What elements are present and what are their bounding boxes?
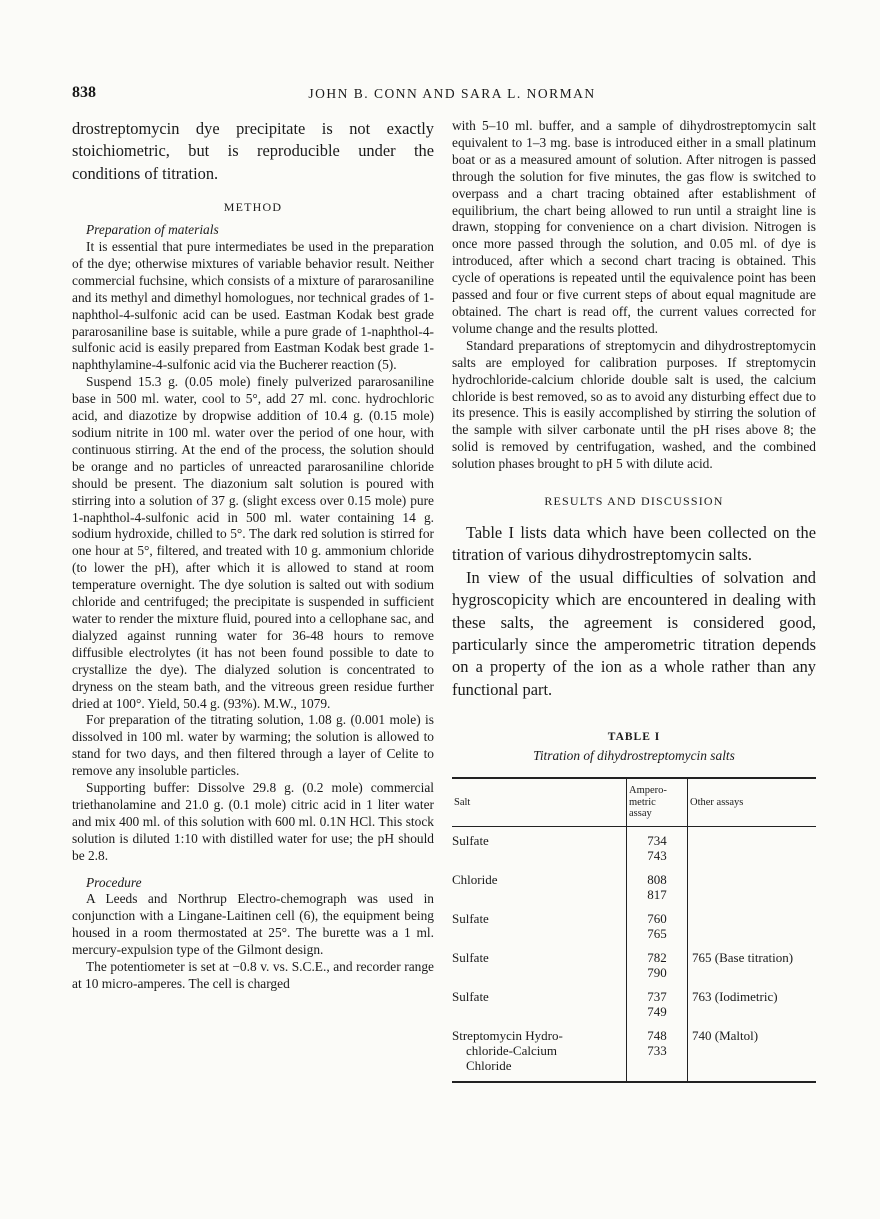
value: 790 <box>647 964 667 980</box>
cell-salt: Sulfate <box>452 910 489 926</box>
table-row <box>452 980 816 1019</box>
cell-amperometric <box>627 980 688 1019</box>
left-column <box>72 118 434 993</box>
paragraph: Standard preparations of streptomycin and dihydrostreptomycin salts are employed for calibration purposes. If streptomycin hydrochloride-calcium chloride double salt is used, the calcium chloride is best removed, so as to avoid any disturbing effect due to its presence. This is easily accomplished by stirring the solution of the sample with silver carbonate until the pH rises above 8; the solid is removed by centrifugation, washed, and the combined solution phases brought to pH 5 with dilute acid. <box>452 337 816 472</box>
cell-other <box>688 902 817 941</box>
right-column <box>452 118 816 1083</box>
value: 743 <box>647 847 667 863</box>
running-head: JOHN B. CONN AND SARA L. NORMAN <box>308 86 596 101</box>
header-amp-line: assay <box>629 808 652 819</box>
cell-amperometric <box>627 826 688 863</box>
cell-amperometric <box>627 1019 688 1082</box>
page-number: 838 <box>72 84 96 101</box>
paragraph: A Leeds and Northrup Electro-chemograph was used in conjunction with a Lingane-Laitinen cell (6), the equipment being housed in a room thermostated at 25°. The burette was a 1 ml. mercury-expulsion type of the Gilmont design. <box>72 891 434 958</box>
salt-line: chloride-Calcium <box>466 1042 557 1058</box>
value: 749 <box>647 1003 667 1019</box>
paragraph: In view of the usual difficulties of solvation and hygroscopicity which are encountered in dealing with these salts, the agreement is considered good, particularly since the amperometric titration depends on a property of the ion as a whole rather than any functional part. <box>452 567 816 699</box>
value: 817 <box>647 886 667 902</box>
header-amp-line: metric <box>629 796 656 808</box>
cell-salt <box>452 1019 627 1082</box>
value: 760 <box>647 910 667 926</box>
paragraph: Supporting buffer: Dissolve 29.8 g. (0.2 mole) commercial triethanolamine and 21.0 g. (0.1 mole) citric acid in 1 liter water and mix 400 ml. of this solution with 600 ml. 0.1N HCl. This stock solution is diluted 1:10 with distilled water for use; the pH should be 2.8. <box>72 780 434 863</box>
cell-amperometric <box>627 902 688 941</box>
paragraph: Suspend 15.3 g. (0.05 mole) finely pulverized pararosaniline base in 500 ml. water, cool to 5°, add 27 ml. conc. hydrochloric acid, and diazotize by dropwise addition of 10.4 g. (0.15 mole) sodium nitrite in 100 ml. water over the period of one hour, with continuous stirring. At the end of the process, the solution should be orange and no particles of unreacted pararosaniline chloride should be present. The diazonium salt solution is poured with stirring into a solution of 37 g. (slight excess over 0.15 mole) pure 1-naphthol-4-sulfonic acid in 500 ml. water containing 14 g. sodium hydroxide, chilled to 5°. The dark red solution is stirred for one hour at 5°, filtered, and treated with 10 g. ammonium chloride (to lower the pH), after which it is allowed to stand at room temperature overnight. The dye solution is salted out with sodium chloride and centrifuged; the precipitate is suspended in sufficient water to render the mixture fluid, poured into a cellophane sac, and dialyzed against running water for 36-48 hours to remove diffusible electrolytes (it has not been found possible to date to crystallize the dye). The dialyzed solution is concentrated to dryness on the steam bath, and the vitreous green residue further dried at 100°. Yield, 50.4 g. (93%). M.W., 1079. <box>72 374 434 711</box>
subhead-procedure: Procedure <box>86 874 142 890</box>
cell-salt: Chloride <box>452 871 498 887</box>
value: 782 <box>647 949 667 965</box>
cell-other: 765 (Base titration) <box>692 949 794 965</box>
titration-table <box>452 777 816 1083</box>
subhead-preparation: Preparation of materials <box>86 222 219 238</box>
table-caption: TABLE I <box>607 731 661 744</box>
value: 765 <box>647 925 667 941</box>
cell-other <box>688 826 817 863</box>
table-row <box>452 941 816 980</box>
section-title-results: RESULTS AND DISCUSSION <box>544 494 724 509</box>
cell-amperometric <box>627 863 688 902</box>
paragraph: It is essential that pure intermediates be used in the preparation of the dye; otherwise mixtures of variable behavior result. Neither commercial fuchsine, which consists of a mixture of pararosaniline and its methyl and dimethyl homologues, nor technical grades of 1-naphthol-4-sulfonic acid can be used. Eastman Kodak best grade pararosaniline base is suitable, while a pure grade of 1-naphthol-4-sulfonic acid is easily prepared from Eastman Kodak best grade 1-naphthylamine-4-sulfonic acid via the Bucherer reaction (5). <box>72 239 434 373</box>
value: 748 <box>647 1027 667 1043</box>
continued-paragraph: drostreptomycin dye precipitate is not exactly stoichiometric, but is reproducible under the conditions of titration. <box>72 119 434 183</box>
table-header-row <box>452 778 816 826</box>
table-title: Titration of dihydrostreptomycin salts <box>533 748 735 764</box>
cell-salt: Sulfate <box>452 949 489 965</box>
cell-other <box>688 863 817 902</box>
table-row <box>452 1019 816 1082</box>
value: 734 <box>647 832 667 848</box>
cell-other: 763 (Iodimetric) <box>692 988 778 1004</box>
header-amperometric <box>627 778 688 826</box>
paragraph: Table I lists data which have been collected on the titration of various dihydrostreptomycin salts. <box>452 522 816 565</box>
paragraph: with 5–10 ml. buffer, and a sample of dihydrostreptomycin salt equivalent to 1–3 mg. base is introduced either in a small platinum boat or as a measured amount of solution. After nitrogen is passed through the solution for five minutes, the gas flow is switched to overpass and a chart tracing obtained after establishment of equilibrium, the chart being allowed to run until a straight line is drawn, stopping for convenience on a chart division. Nitrogen is once more passed through the solution, and 0.05 ml. of dye is introduced, after which a second chart tracing is obtained. This cycle of operations is repeated until the equivalence point has been passed and four or five current steps of about equal magnitude are obtained. The chart is read off, the current values corrected for volume change and the results plotted. <box>452 118 816 336</box>
table-row <box>452 863 816 902</box>
value: 808 <box>647 871 667 887</box>
section-title-method: METHOD <box>223 200 283 215</box>
paragraph: For preparation of the titrating solution, 1.08 g. (0.001 mole) is dissolved in 100 ml. water by warming; the solution is allowed to stand for two days, and then filtered through a layer of Celite to remove any insoluble particles. <box>72 712 434 779</box>
page-header <box>72 84 832 104</box>
header-salt: Salt <box>452 778 627 826</box>
header-amp-line: Ampero- <box>629 785 667 796</box>
salt-line: Chloride <box>466 1057 512 1073</box>
header-other-assays: Other assays <box>688 778 817 826</box>
value: 733 <box>647 1042 667 1058</box>
table-row <box>452 902 816 941</box>
cell-salt: Sulfate <box>452 988 489 1004</box>
cell-other: 740 (Maltol) <box>688 1019 817 1082</box>
paragraph: The potentiometer is set at −0.8 v. vs. S.C.E., and recorder range at 10 micro-amperes. The cell is charged <box>72 959 434 991</box>
table-row <box>452 826 816 863</box>
cell-amperometric <box>627 941 688 980</box>
salt-line: Streptomycin Hydro- <box>452 1027 563 1043</box>
value: 737 <box>647 988 667 1004</box>
cell-salt: Sulfate <box>452 832 489 848</box>
